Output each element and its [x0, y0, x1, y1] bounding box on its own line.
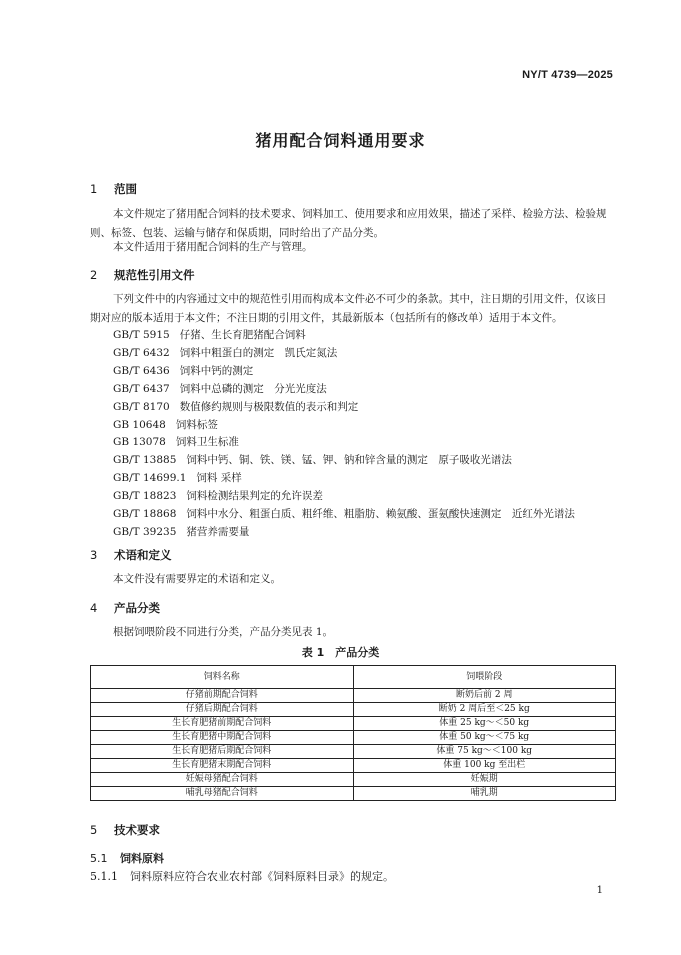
reference-title: 饲料 采样 [196, 472, 242, 485]
section-number: 2 [90, 268, 98, 282]
column-header-feeding-stage: 饲喂阶段 [353, 666, 616, 689]
feeding-stage-cell: 哺乳期 [353, 787, 616, 801]
feed-name-cell: 仔猪前期配合饲料 [91, 689, 354, 703]
reference-item [113, 434, 239, 452]
clause-5-1-1 [90, 868, 394, 884]
page-number: 1 [596, 885, 603, 896]
feeding-stage-cell: 妊娠期 [353, 773, 616, 787]
table-row [91, 759, 616, 773]
reference-title: 饲料中总磷的测定 分光光度法 [179, 382, 327, 395]
feed-name-cell: 生长育肥猪末期配合饲料 [91, 759, 354, 773]
product-classification-table [90, 665, 616, 801]
section-title: 技术要求 [114, 823, 160, 837]
section-number: 3 [90, 548, 98, 562]
reference-title: 饲料标签 [175, 418, 218, 431]
reference-item [113, 506, 575, 524]
reference-code: GB 10648 [113, 418, 166, 431]
table-row [91, 745, 616, 759]
section-title: 范围 [114, 182, 137, 196]
feeding-stage-cell: 体重 50 kg～＜75 kg [353, 731, 616, 745]
reference-code: GB/T 6437 [113, 382, 170, 395]
reference-code: GB/T 39235 [113, 525, 177, 538]
section-number: 4 [90, 601, 98, 615]
reference-title: 饲料卫生标准 [175, 436, 239, 449]
reference-code: GB/T 5915 [113, 329, 170, 341]
reference-item [113, 381, 327, 399]
feed-name-cell: 生长育肥猪中期配合饲料 [91, 731, 354, 745]
section-title: 规范性引用文件 [114, 268, 195, 282]
reference-title: 猪营养需要量 [186, 525, 250, 538]
section-4-heading [90, 600, 160, 616]
reference-code: GB 13078 [113, 436, 166, 449]
section-title: 产品分类 [114, 601, 160, 615]
scope-paragraph-2: 本文件适用于猪用配合饲料的生产与管理。 [113, 241, 313, 253]
classification-paragraph: 根据饲喂阶段不同进行分类，产品分类见表 1。 [113, 626, 334, 638]
reference-title: 仔猪、生长育肥猪配合饲料 [179, 329, 306, 341]
section-title: 术语和定义 [114, 548, 172, 562]
reference-code: GB/T 14699.1 [113, 472, 187, 485]
feeding-stage-cell: 体重 25 kg～＜50 kg [353, 717, 616, 731]
table-header-row [91, 666, 616, 689]
reference-item [113, 488, 323, 506]
feed-name-cell: 妊娠母猪配合饲料 [91, 773, 354, 787]
reference-title: 饲料中钙的测定 [179, 364, 254, 377]
reference-code: GB/T 6436 [113, 364, 170, 377]
standard-code: NY/T 4739—2025 [522, 69, 613, 81]
section-number: 1 [90, 182, 98, 196]
table-caption: 表 1 产品分类 [301, 646, 380, 659]
feeding-stage-cell: 体重 100 kg 至出栏 [353, 759, 616, 773]
feeding-stage-cell: 断奶后前 2 周 [353, 689, 616, 703]
clause-text: 饲料原料应符合农业农村部《饲料原料目录》的规定。 [130, 870, 394, 883]
reference-code: GB/T 13885 [113, 454, 177, 467]
reference-item [113, 417, 218, 435]
terms-paragraph: 本文件没有需要界定的术语和定义。 [113, 573, 281, 585]
reference-item [113, 399, 358, 417]
reference-item [113, 363, 253, 381]
reference-item [113, 524, 249, 542]
reference-code: GB/T 18868 [113, 508, 177, 520]
feed-name-cell: 生长育肥猪后期配合饲料 [91, 745, 354, 759]
table-row [91, 717, 616, 731]
reference-title: 饲料中水分、粗蛋白质、粗纤维、粗脂肪、赖氨酸、蛋氨酸快速测定 近红外光谱法 [186, 508, 575, 520]
table-row [91, 689, 616, 703]
section-3-heading [90, 547, 172, 563]
reference-item [113, 345, 337, 363]
reference-title: 数值修约规则与极限数值的表示和判定 [179, 400, 359, 413]
section-number: 5 [90, 823, 98, 837]
section-1-heading [90, 181, 137, 197]
reference-code: GB/T 18823 [113, 490, 177, 503]
table-row [91, 703, 616, 717]
subsection-title: 饲料原料 [120, 852, 164, 865]
section-2-heading [90, 267, 195, 283]
reference-code: GB/T 8170 [113, 400, 170, 413]
table-row [91, 731, 616, 745]
reference-title: 饲料检测结果判定的允许误差 [186, 490, 323, 503]
section-5-heading [90, 822, 160, 838]
reference-item [113, 452, 512, 470]
feeding-stage-cell: 体重 75 kg～＜100 kg [353, 745, 616, 759]
feed-name-cell: 生长育肥猪前期配合饲料 [91, 717, 354, 731]
table-row [91, 787, 616, 801]
column-header-feed-name: 饲料名称 [91, 666, 354, 689]
normative-intro: 下列文件中的内容通过文中的规范性引用而构成本文件必不可少的条款。其中，注日期的引用文件，仅该日期对应的版本适用于本文件；不注日期的引用文件，其最新版本（包括所有的修改单）适用于本文件。 [90, 293, 607, 324]
feed-name-cell: 仔猪后期配合饲料 [91, 703, 354, 717]
subsection-5-1-heading [90, 850, 164, 866]
reference-title: 饲料中粗蛋白的测定 凯氏定氮法 [179, 346, 338, 359]
document-title: 猪用配合饲料通用要求 [255, 131, 426, 150]
reference-item [113, 327, 306, 345]
reference-title: 饲料中钙、铜、铁、镁、锰、钾、钠和锌含量的测定 原子吸收光谱法 [186, 454, 512, 467]
clause-number: 5.1.1 [90, 870, 118, 883]
subsection-number: 5.1 [90, 852, 108, 865]
reference-code: GB/T 6432 [113, 346, 170, 359]
feeding-stage-cell: 断奶 2 周后至＜25 kg [353, 703, 616, 717]
scope-paragraph-1: 本文件规定了猪用配合饲料的技术要求、饲料加工、使用要求和应用效果，描述了采样、检验方法、检验规则、标签、包装、运输与储存和保质期，同时给出了产品分类。 [90, 208, 607, 239]
reference-item [113, 470, 242, 488]
feed-name-cell: 哺乳母猪配合饲料 [91, 787, 354, 801]
table-row [91, 773, 616, 787]
